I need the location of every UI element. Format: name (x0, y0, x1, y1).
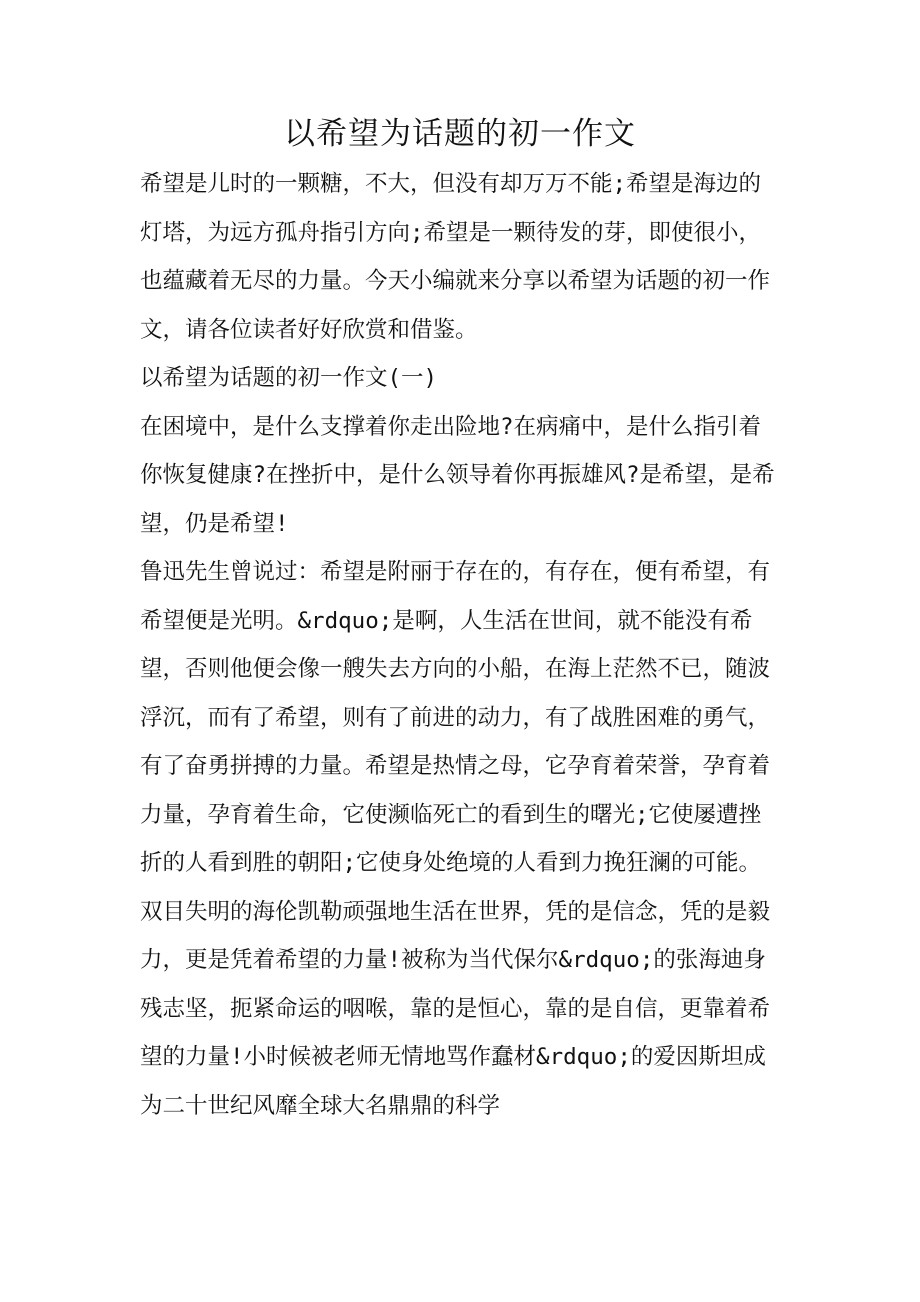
section-heading: 以希望为话题的初一作文(一) (140, 365, 438, 391)
body-paragraph: 在困境中，是什么支撑着你走出险地?在病痛中，是什么指引着你恢复健康?在挫折中，是什么领导着你再振雄风?是希望，是希望，仍是希望! (140, 413, 775, 537)
document-body (140, 160, 775, 1130)
body-paragraph: 鲁迅先生曾说过：希望是附丽于存在的，有存在，便有希望，有希望便是光明。&rdquo;是啊，人生活在世间，就不能没有希望，否则他便会像一艘失去方向的小船，在海上茫然不已，随波浮沉，而有了希望，则有了前进的动力，有了战胜困难的勇气，有了奋勇拼搏的力量。希望是热情之母，它孕育着荣誉，孕育着力量，孕育着生命，它使濒临死亡的看到生的曙光;它使屡遭挫折的人看到胜的朝阳;它使身处绝境的人看到力挽狂澜的可能。 (140, 559, 771, 876)
intro-paragraph: 希望是儿时的一颗糖，不大，但没有却万万不能;希望是海边的灯塔，为远方孤舟指引方向;希望是一颗待发的芽，即使很小，也蕴藏着无尽的力量。今天小编就来分享以希望为话题的初一作文，请各位读者好好欣赏和借鉴。 (140, 171, 771, 343)
document-title: 以希望为话题的初一作文 (284, 116, 636, 152)
body-paragraph: 双目失明的海伦凯勒顽强地生活在世界，凭的是信念，凭的是毅力，更是凭着希望的力量!被称为当代保尔&rdquo;的张海迪身残志坚，扼紧命运的咽喉，靠的是恒心，靠的是自信，更靠着希望的力量!小时候被老师无情地骂作蠢材&rdquo;的爱因斯坦成为二十世纪风靡全球大名鼎鼎的科学 (140, 898, 771, 1119)
